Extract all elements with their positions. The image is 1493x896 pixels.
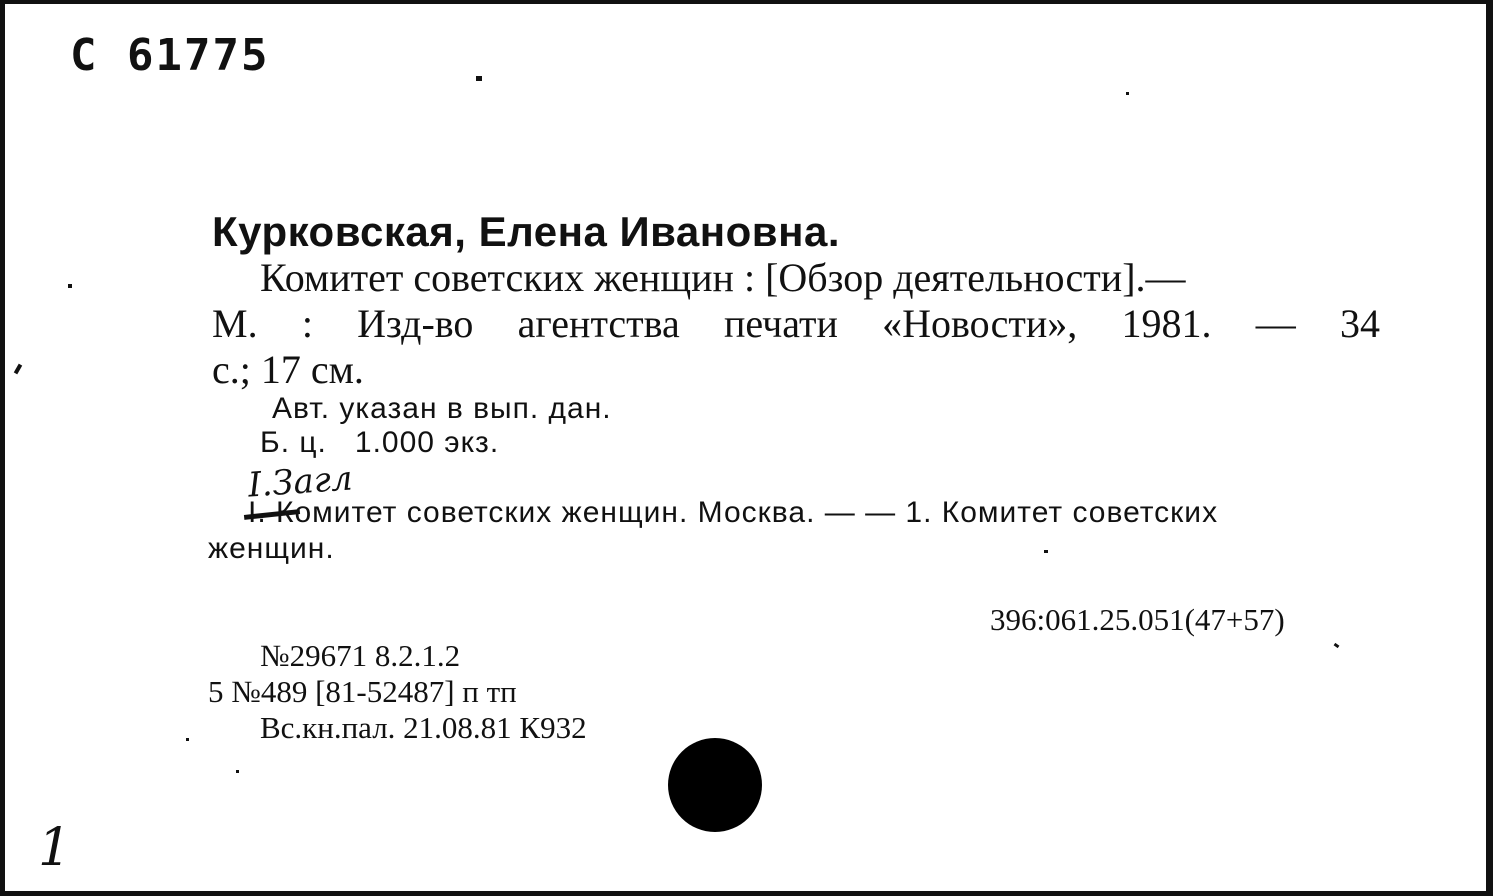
subject-line-2: женщин.: [208, 532, 335, 565]
shelfmark: С 61775: [70, 30, 270, 81]
ink-speck: [68, 284, 72, 288]
imprint-line-3: Вс.кн.пал. 21.08.81 К932: [260, 710, 587, 745]
ink-speck: [14, 364, 22, 375]
handwritten-correction: I.Загл: [246, 458, 354, 506]
ink-speck: [1126, 92, 1129, 95]
card-border-bottom: [0, 891, 1493, 896]
imprint-line-2: 5 №489 [81-52487] п тп: [208, 674, 517, 709]
ink-speck: [236, 770, 239, 773]
title-line-2-word: 34: [1339, 301, 1380, 346]
title-line-3: с.; 17 см.: [212, 347, 364, 392]
card-border-right: [1486, 0, 1493, 896]
title-line-2-word: —: [1255, 301, 1296, 346]
title-line-2-word: «Новости»,: [882, 301, 1078, 346]
title-line-2-word: :: [301, 301, 313, 346]
note-author: Авт. указан в вып. дан.: [272, 392, 612, 425]
title-line-1: Комитет советских женщин : [Обзор деятельности].—: [260, 255, 1186, 300]
ink-speck: [1334, 643, 1340, 648]
punch-hole: [668, 738, 762, 832]
ink-speck: [186, 738, 189, 741]
author-heading: Курковская, Елена Ивановна.: [212, 208, 841, 255]
card-border-left: [0, 0, 5, 896]
imprint-line-1: №29671 8.2.1.2: [260, 638, 461, 673]
ink-speck: [1044, 550, 1048, 553]
udc-code: 396:061.25.051(47+57): [990, 602, 1285, 637]
title-line-2: [212, 300, 1380, 347]
title-line-2-word: печати: [724, 301, 838, 346]
card-border-top: [0, 0, 1493, 4]
note-price: Б. ц. 1.000 экз.: [260, 426, 500, 459]
corner-handwritten-mark: 1: [38, 818, 72, 878]
title-line-2-word: 1981.: [1121, 301, 1212, 346]
title-line-2-word: агентства: [517, 301, 680, 346]
title-line-2-word: М.: [212, 301, 258, 346]
title-line-2-word: Изд-во: [357, 301, 474, 346]
subject-line-1: I. Комитет советских женщин. Москва. — — 1. Комитет советских: [248, 496, 1219, 529]
ink-speck: [476, 76, 482, 81]
